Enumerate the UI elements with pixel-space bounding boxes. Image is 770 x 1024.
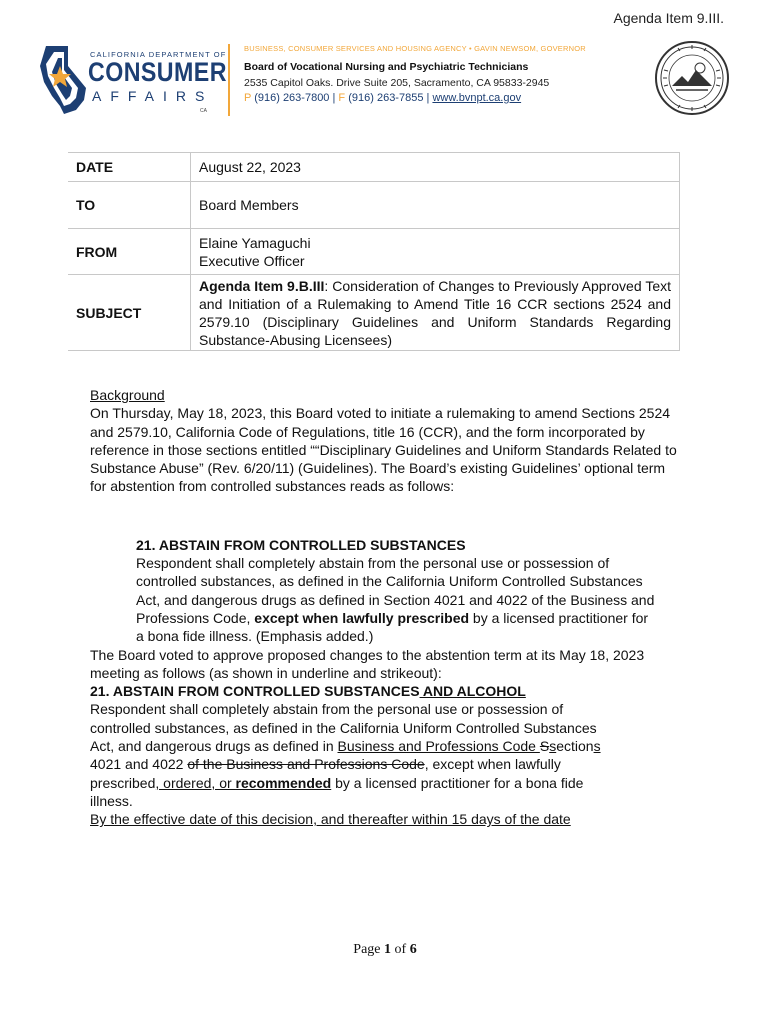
page-current: 1 bbox=[384, 942, 392, 957]
agency-line: BUSINESS, CONSUMER SERVICES AND HOUSING AGENCY • GAVIN NEWSOM, GOVERNOR bbox=[244, 44, 586, 53]
existing-term-title: 21. ABSTAIN FROM CONTROLLED SUBSTANCES bbox=[136, 536, 466, 553]
dca-logo bbox=[38, 42, 227, 122]
proposed-struck-bpc: of the Business and Professions Code bbox=[187, 756, 425, 773]
proposed-added-s2: s bbox=[593, 738, 601, 755]
subject-label: SUBJECT bbox=[68, 275, 191, 351]
proposed-added-bpc: Business and Professions Code bbox=[337, 738, 540, 755]
existing-term-text-2: by a licensed practitioner for a bona fide illness. (Emphasis added.) bbox=[136, 609, 649, 645]
proposed-text-1: Respondent shall completely abstain from the personal use or possession of controlled substances, as defined in the California Uniform Controlled Substances Act, and dangerous drugs as defined in bbox=[90, 701, 597, 755]
background-paragraph: On Thursday, May 18, 2023, this Board voted to initiate a rulemaking to amend Sections 2524 and 2579.10, California Code of Regulations, title 16 (CCR), and the form incorporated by reference in those sections entitled ““Disciplinary Guidelines and Uniform Standards Related to Substance Abuse” (Rev. 6/20/11) (Guidelines). The Board’s existing Guidelines’ optional term for abstention from controlled substances reads as follows: bbox=[90, 405, 677, 495]
page-label: Page bbox=[353, 942, 385, 957]
phone-number: (916) 263-7800 bbox=[254, 92, 330, 104]
page-number bbox=[0, 942, 770, 958]
to-value: Board Members bbox=[191, 182, 680, 229]
letterhead bbox=[244, 44, 586, 104]
proposed-added-effective-date: By the effective date of this decision, and thereafter within 15 days of the date bbox=[90, 811, 571, 828]
logo-main-text: CONSUMER bbox=[88, 57, 227, 87]
board-name: Board of Vocational Nursing and Psychiatric Technicians bbox=[244, 61, 529, 73]
memo-row-to bbox=[68, 182, 680, 229]
state-seal-icon bbox=[654, 40, 730, 116]
california-state-icon bbox=[38, 44, 90, 116]
background-heading: Background bbox=[90, 387, 165, 403]
existing-term-emphasis: except when lawfully prescribed bbox=[254, 609, 470, 626]
logo-sub-text: AFFAIRS bbox=[92, 88, 214, 104]
from-name: Elaine Yamaguchi bbox=[199, 234, 311, 251]
proposed-term-title bbox=[90, 682, 680, 700]
proposed-added-ordered: , ordered, or bbox=[155, 774, 236, 791]
website-link[interactable]: www.bvnpt.ca.gov bbox=[432, 92, 522, 104]
existing-abstain-term bbox=[136, 536, 656, 646]
logo-ca-mark: CA bbox=[200, 108, 207, 114]
proposed-text-4: by a licensed practitioner for a bona fide illness. bbox=[90, 774, 584, 809]
logo-top-text: CALIFORNIA DEPARTMENT OF bbox=[90, 50, 227, 59]
to-label: TO bbox=[68, 182, 191, 229]
proposed-struck-S: S bbox=[539, 738, 550, 755]
memo-header-table bbox=[68, 152, 680, 351]
proposed-added-recommended: recommended bbox=[235, 774, 332, 791]
memo-row-from bbox=[68, 229, 680, 275]
contact-line bbox=[244, 92, 586, 104]
memo-row-date bbox=[68, 153, 680, 182]
date-value: August 22, 2023 bbox=[191, 153, 680, 182]
proposed-title-text: 21. ABSTAIN FROM CONTROLLED SUBSTANCES bbox=[90, 683, 420, 700]
subject-agenda-item: Agenda Item 9.B.III bbox=[199, 277, 325, 294]
from-value bbox=[191, 229, 680, 275]
page-total: 6 bbox=[409, 942, 417, 957]
proposed-text-3: , except when lawfully prescribed bbox=[90, 756, 561, 791]
agenda-item-label: Agenda Item 9.III. bbox=[613, 10, 724, 26]
letterhead-divider bbox=[228, 44, 230, 116]
date-label: DATE bbox=[68, 153, 191, 182]
fax-number: (916) 263-7855 bbox=[348, 92, 424, 104]
from-label: FROM bbox=[68, 229, 191, 275]
memo-body bbox=[90, 386, 680, 829]
separator: | bbox=[332, 92, 336, 104]
proposed-text-2: 4021 and 4022 bbox=[90, 756, 188, 773]
proposed-added-s: s bbox=[549, 738, 557, 755]
memo-row-subject bbox=[68, 275, 680, 351]
proposed-ection: ection bbox=[556, 738, 594, 755]
fax-label: F bbox=[338, 92, 346, 104]
existing-term-text-1: Respondent shall completely abstain from the personal use or possession of controlled substances, as defined in the California Uniform Controlled Substances Act, and dangerous drugs as defined in Section 4021 and 4022 of the Business and Professions Code, bbox=[136, 555, 655, 626]
proposed-term-text bbox=[90, 700, 616, 810]
page-of: of bbox=[391, 942, 410, 957]
proposed-title-added: AND ALCOHOL bbox=[419, 683, 526, 700]
separator: | bbox=[426, 92, 430, 104]
board-address: 2535 Capitol Oaks. Drive Suite 205, Sacramento, CA 95833-2945 bbox=[244, 77, 550, 89]
phone-label: P bbox=[244, 92, 252, 104]
board-voted-paragraph: The Board voted to approve proposed changes to the abstention term at its May 18, 2023 meeting as follows (as shown in underline and strikeout): bbox=[90, 646, 645, 681]
existing-term-text bbox=[136, 554, 656, 645]
subject-text: : Consideration of Changes to Previously Approved Text and Initiation of a Rulemaking to Amend Title 16 CCR sections 2524 and 2579.10 (Disciplinary Guidelines and Uniform Standards Regarding Substance-Abusing Licensees) bbox=[199, 277, 671, 348]
subject-value bbox=[191, 275, 680, 351]
from-title: Executive Officer bbox=[199, 252, 305, 269]
